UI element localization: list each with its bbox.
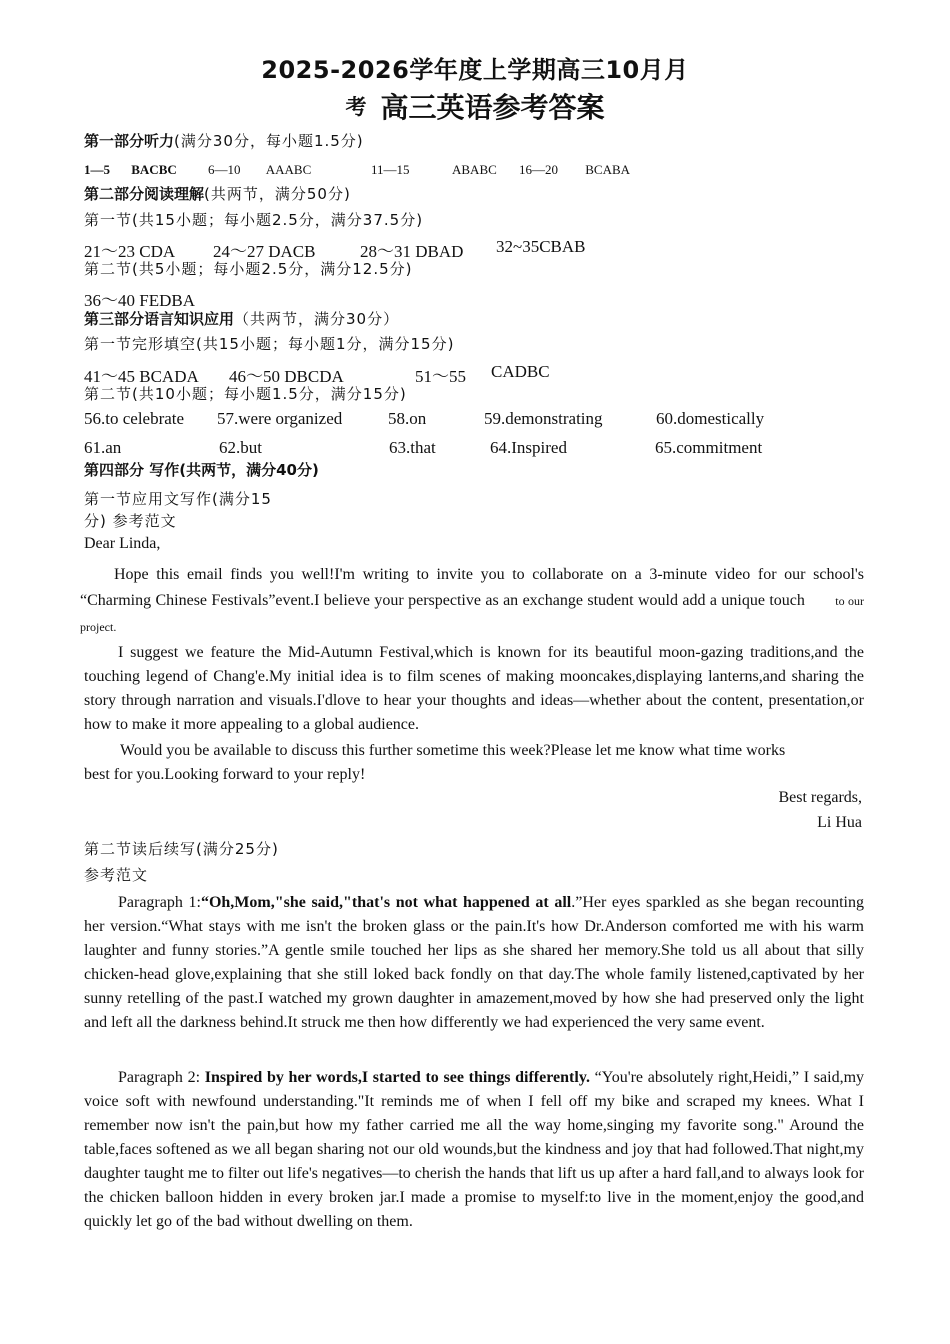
- answer-letters: BCABA: [585, 162, 631, 177]
- part2-answers-5: 36～40 FEDBA: [84, 291, 195, 310]
- fill-answer: 62.but: [219, 438, 262, 457]
- part1-answers-3: [371, 162, 410, 178]
- fill-answer: 56.to celebrate: [84, 409, 185, 428]
- letter-p3-line1: Would you be available to discuss this further sometime this week?Please let me know what time works: [120, 742, 786, 759]
- part4-section1-a: 第一节应用文写作(满分15: [84, 490, 272, 508]
- letter-p1-text: Hope this email finds you well!I'm writing to invite you to collaborate on a 3-minute video for our school's “Charming Chinese Festivals”event.I believe your perspective as an exchange student would add a unique touch: [80, 566, 864, 609]
- part3-answers-1: 41～45 BCADA: [84, 367, 199, 386]
- fill-answer: 58.on: [388, 409, 427, 428]
- part1-heading: 第一部分听力: [84, 132, 175, 150]
- fill-answer: 65.commitment: [655, 438, 763, 457]
- fill-answer: 64.Inspired: [490, 438, 567, 457]
- fill-answer: 63.that: [389, 438, 436, 457]
- title-prefix: 考: [345, 95, 367, 119]
- part2-answers-2: 24～27 DACB: [213, 242, 316, 261]
- part1-answers: [84, 162, 177, 178]
- paragraph2-label: Paragraph 2:: [118, 1069, 201, 1086]
- letter-p1-tail: to our project.: [80, 594, 864, 634]
- letter-paragraph-2: I suggest we feature the Mid-Autumn Festival,which is known for its beautiful moon-gazing traditions,and the touching legend of Chang'e.My initial idea is to film scenes of making mooncakes,displaying lanterns,and sharing the story through narration and visuals.I'dlove to hear your thoughts and ideas—whether about the content, presentation,or how to make it more appealing to a global audience.: [84, 644, 864, 733]
- paragraph2-body: “You're absolutely right,Heidi,” I said,my voice soft with newfound understanding."It reminds me of when I fell off my bike and scraped my knees. What I remember now isn't the pain,but how my father carried me all the way home,singing my favorite song." Around the table,faces softened as we all began sharing not our old wounds,but the kindness and joy that had followed.That night,my daughter taught me to filter out life's negatives—to cherish the hands that lift us up after a hard fall,and to always look for the chicken balloon hidden in every broken jar.I made a promise to myself:to live in the moment,enjoy the good,and quickly let go of the bad without dwelling on them.: [84, 1069, 865, 1230]
- fill-answer: 61.an: [84, 438, 122, 457]
- part3-section2: 第二节(共10小题；每小题1.5分，满分15分): [84, 385, 407, 403]
- letter-closing: Best regards,: [778, 789, 862, 806]
- part2-answers-3: 28～31 DBAD: [360, 242, 464, 261]
- part2-heading: 第二部分阅读理解: [84, 185, 205, 203]
- part3-section1: 第一节完形填空(共15小题；每小题1分，满分15分): [84, 335, 455, 353]
- part3-answers-2: 46～50 DBCDA: [229, 367, 344, 386]
- part3-answers-3: 51～55: [415, 367, 466, 386]
- letter-paragraph-1: [80, 562, 864, 640]
- letter-p3-line2: best for you.Looking forward to your reply!: [84, 766, 366, 783]
- part2-heading-line: [84, 183, 351, 204]
- page-title-line1: 2025-2026学年度上学期高三10月月: [261, 56, 689, 84]
- letter-salutation: Dear Linda,: [84, 535, 161, 552]
- answer-range: 11—15: [371, 162, 410, 177]
- fill-answer: 57.were organized: [217, 409, 343, 428]
- answer-range: 6—10: [208, 162, 241, 177]
- continuation-paragraph-1: [84, 891, 864, 1035]
- answer-letters: BACBC: [131, 162, 177, 177]
- continuation-paragraph-2: [84, 1066, 864, 1234]
- paragraph1-opening: “Oh,Mom,"she said,"that's not what happened at all: [200, 894, 572, 911]
- part1-answers-2: [208, 162, 311, 178]
- answer-range: 1—5: [84, 162, 110, 177]
- letter-signature: Li Hua: [817, 814, 862, 831]
- part2-answers-4: 32~35CBAB: [496, 237, 586, 256]
- fill-answer: 59.demonstrating: [484, 409, 603, 428]
- part2-answers-1: 21～23 CDA: [84, 242, 176, 261]
- part4-section1-b: 分) 参考范文: [84, 512, 177, 530]
- part3-answers-4: CADBC: [491, 362, 550, 381]
- part1-heading-line: [84, 130, 364, 151]
- title-main: 高三英语参考答案: [380, 91, 605, 124]
- fill-answer: 60.domestically: [656, 409, 765, 428]
- answer-letters: AAABC: [265, 162, 312, 177]
- answer-range: 16—20: [519, 162, 558, 177]
- answer-letters: ABABC: [452, 162, 497, 177]
- paragraph1-body: .”Her eyes sparkled as she began recounting her version.“What stays with me isn't the broken glass or the pain.It's how Dr.Anderson comforted me with his warm laughter and funny stories.”A gentle smile touched her lips as she shared her memory.She told us all about that silly chicken-head glove,explaining that she still loked back fondly on that day.The whole family listened,captivated by her sunny retelling of the past.I watched my grown daughter in amazement,moved by how she had preserved only the light and left all the darkness behind.It struck me then how differently we had experienced the very same event.: [84, 894, 865, 1031]
- part3-heading-line: [84, 308, 399, 329]
- page-title-line2: [0, 86, 950, 126]
- part4-heading: 第四部分 写作(共两节，满分40分): [84, 461, 319, 479]
- part2-section2: 第二节(共5小题；每小题2.5分，满分12.5分): [84, 260, 413, 278]
- part3-heading: 第三部分语言知识应用: [84, 310, 235, 328]
- part1-note: (满分30分，每小题1.5分): [174, 132, 364, 150]
- part2-note: (共两节，满分50分): [204, 185, 351, 203]
- part2-section1: 第一节(共15小题；每小题2.5分，满分37.5分): [84, 211, 424, 229]
- part1-answers-3b: [452, 162, 497, 178]
- paragraph2-opening: Inspired by her words,I started to see things differently.: [204, 1069, 590, 1086]
- part4-section2: 第二节读后续写(满分25分): [84, 840, 279, 858]
- part3-note: （共两节，满分30分）: [234, 310, 400, 328]
- paragraph1-label: Paragraph 1:: [118, 894, 201, 911]
- sample-label: 参考范文: [84, 866, 149, 884]
- part1-answers-4: [519, 162, 630, 178]
